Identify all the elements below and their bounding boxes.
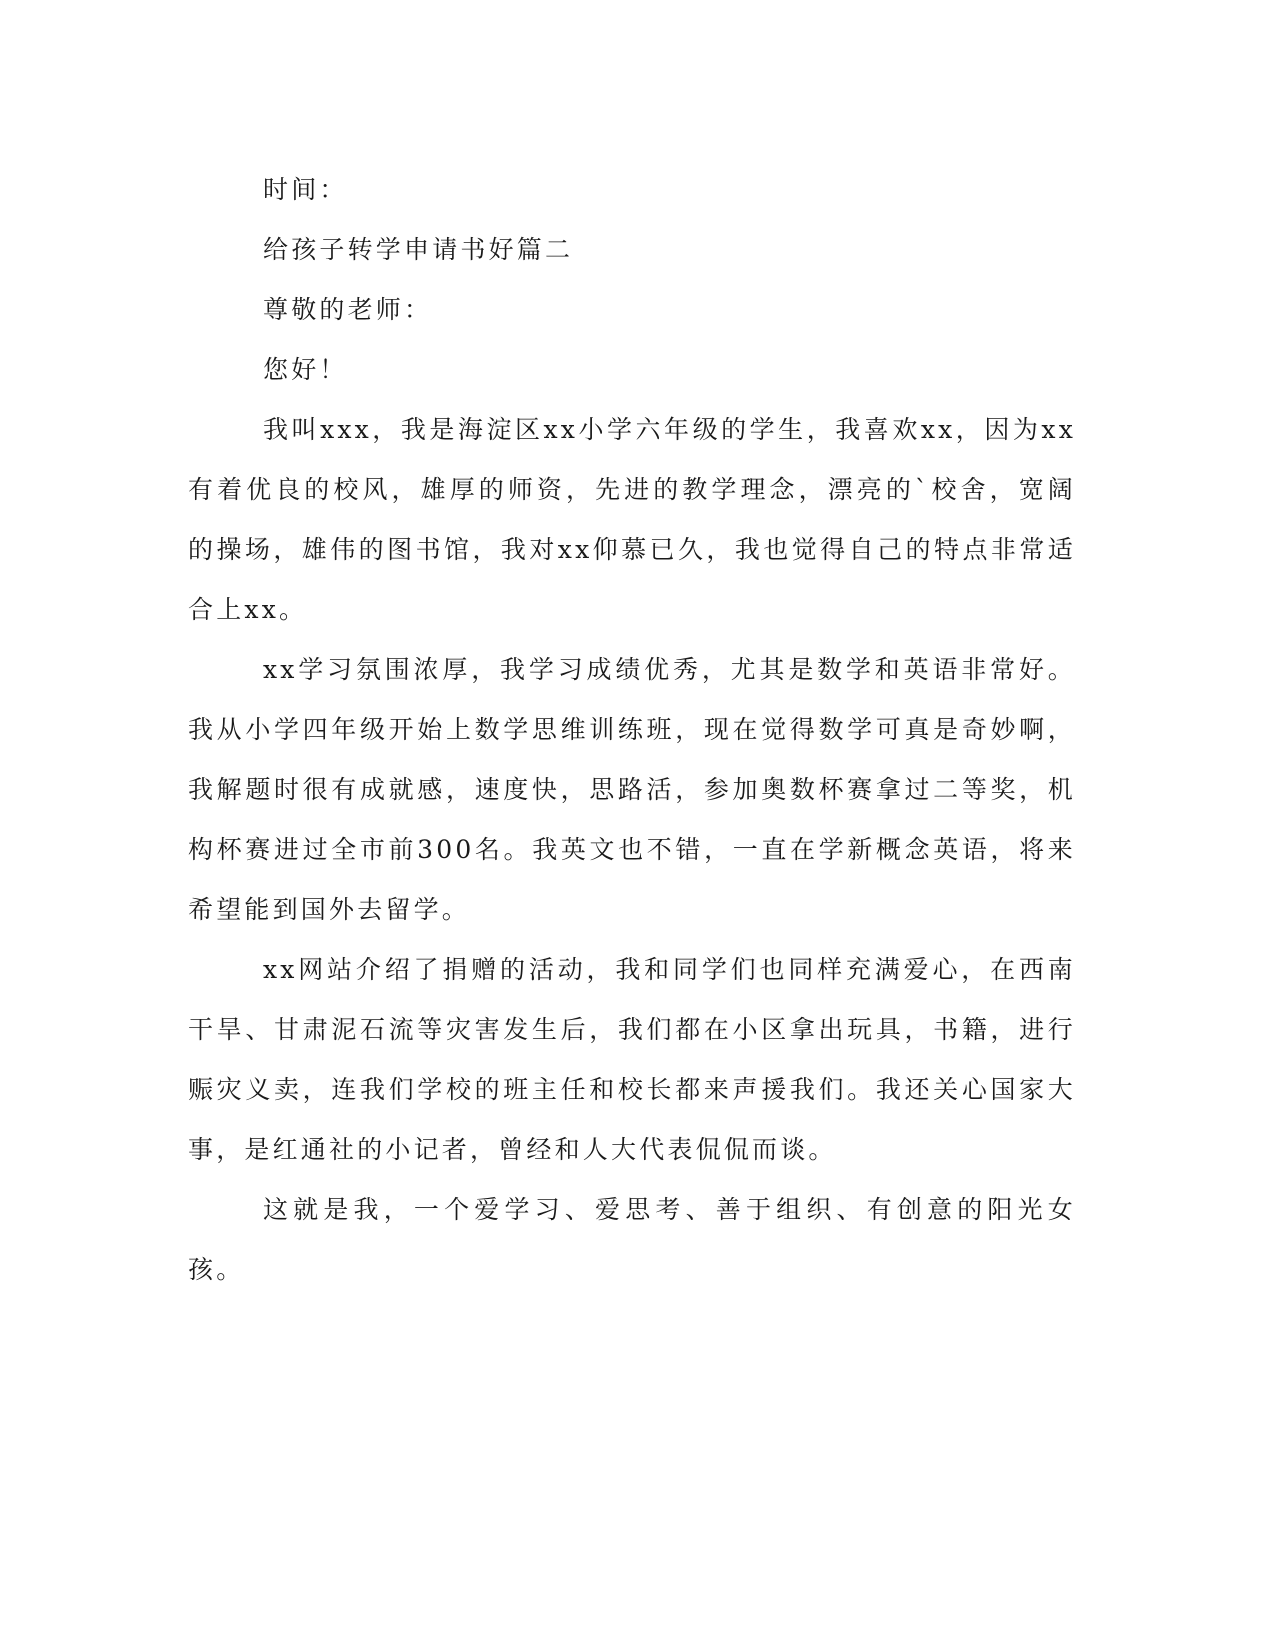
paragraph-academics: xx学习氛围浓厚，我学习成绩优秀，尤其是数学和英语非常好。我从小学四年级开始上数学思维训练班，现在觉得数学可真是奇妙啊，我解题时很有成就感，速度快，思路活，参加奥数杯赛拿过二等奖，机构杯赛进过全市前300名。我英文也不错，一直在学新概念英语，将来希望能到国外去留学。 xyxy=(188,655,1076,924)
time-line: 时间： xyxy=(263,175,348,204)
greeting: 您好！ xyxy=(263,355,348,384)
paragraph-conclusion: 这就是我，一个爱学习、爱思考、善于组织、有创意的阳光女孩。 xyxy=(188,1195,1076,1284)
paragraph-introduction: 我叫xxx，我是海淀区xx小学六年级的学生，我喜欢xx，因为xx有着优良的校风，雄厚的师资，先进的教学理念，漂亮的`校舍，宽阔的操场，雄伟的图书馆，我对xx仰慕已久，我也觉得自己的特点非常适合上xx。 xyxy=(188,415,1076,624)
salutation: 尊敬的老师： xyxy=(263,295,433,324)
paragraph-activities: xx网站介绍了捐赠的活动，我和同学们也同样充满爱心，在西南干旱、甘肃泥石流等灾害发生后，我们都在小区拿出玩具，书籍，进行赈灾义卖，连我们学校的班主任和校长都来声援我们。我还关心国家大事，是红通社的小记者，曾经和人大代表侃侃而谈。 xyxy=(188,955,1076,1164)
section-title: 给孩子转学申请书好篇二 xyxy=(263,235,574,264)
document-body xyxy=(188,160,1076,1300)
